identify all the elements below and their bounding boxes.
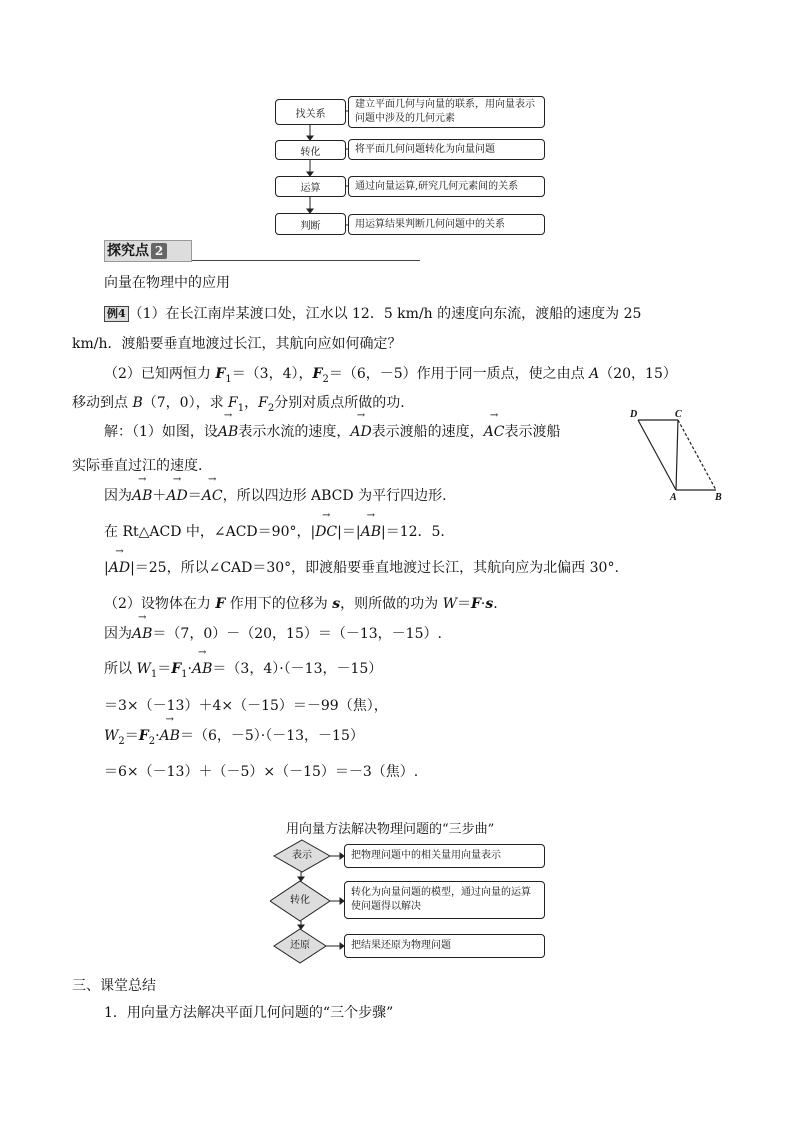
solution-line4: 在 Rt△ACD 中，∠ACD＝90°，|→ DC|＝|→ AB|＝12．5.	[104, 522, 445, 542]
example-tag: 例4	[104, 306, 129, 322]
label-B: B	[715, 492, 722, 503]
solution-line6: （2）设物体在力 F 作用下的位移为 s，则所做的功为 W＝F·s.	[104, 596, 498, 612]
section-underline	[192, 260, 420, 261]
diamond-label: 表示	[292, 850, 312, 861]
edge-CA	[676, 420, 678, 490]
solution-line8: 所以 $W_1=F_1\cdot\to AB=(3$，4）·（－13，－15）	[104, 659, 382, 685]
example-part2-line2: 移动到点 B（7，0），求 $F_1$，$F_2$分别对质点所做的功.	[72, 395, 405, 414]
solution-line11: ＝6×（－13）＋（－5）×（－15）＝－3（焦）.	[104, 764, 419, 780]
example-part1-line1	[104, 304, 641, 324]
solution-line5: |→ AD|＝25，所以∠CAD＝30°，即渡船要垂直地渡过长江，其航向应为北偏西 30°.	[104, 558, 619, 578]
example-part1-line2: km/h．渡船要垂直地渡过长江，其航向应如何确定？	[72, 336, 402, 352]
summary-heading: 三、课堂总结	[72, 978, 156, 994]
solution-line2: 实际垂直过江的速度.	[72, 458, 203, 474]
flow-step-judge: 判断	[275, 213, 346, 235]
flow-step-desc: 通过向量运算,研究几何元素间的关系	[348, 176, 545, 197]
solution-line7: 因为→ AB＝（7，0）－（20，15）＝（－13，－15）.	[104, 624, 442, 644]
solution-line1: 解：（1）如图，设→ AB表示水流的速度，→ AD表示渡船的速度，→ AC表示渡船	[104, 422, 561, 442]
flow-step-find-relation: 找关系	[275, 99, 346, 125]
step-desc-restore: 把结果还原为物理问题	[344, 934, 545, 958]
solution-line10: $W_2=F_2\cdot\to AB=(6$，－5）·（－13，－15）	[104, 726, 364, 752]
label-A: A	[670, 492, 677, 503]
diamond-label: 转化	[290, 895, 310, 906]
three-steps-title: 用向量方法解决物理问题的“三步曲”	[286, 822, 495, 837]
section-header	[104, 240, 420, 262]
flow-step-desc: 建立平面几何与向量的联系，用向量表示问题中涉及的几何元素	[348, 96, 545, 128]
step-desc-represent: 把物理问题中的相关量用向量表示	[344, 844, 545, 868]
flow-step-desc: 将平面几何问题转化为向量问题	[348, 139, 545, 160]
section-label: 探究点	[107, 243, 149, 259]
flow-step-transform: 转化	[275, 140, 346, 160]
label-D: D	[630, 409, 638, 420]
edge-DA	[638, 420, 676, 490]
flow-step-compute: 运算	[275, 176, 346, 197]
diamond-label: 还原	[290, 940, 310, 951]
summary-item-1: 1．用向量方法解决平面几何问题的“三个步骤”	[104, 1005, 394, 1021]
section-title: 向量在物理中的应用	[104, 275, 230, 291]
solution-line9: ＝3×（－13）＋4×（－15）＝－99（焦），	[104, 698, 388, 714]
label-C: C	[675, 409, 682, 420]
section-number: 2	[151, 243, 167, 259]
section-label-badge	[104, 240, 192, 262]
edge-CB	[678, 420, 716, 490]
solution-line3: 因为→ AB＋→ AD＝→ AC，所以四边形 ABCD 为平行四边形.	[104, 486, 447, 506]
step-desc-transform: 转化为向量问题的模型，通过向量的运算使问题得以解决	[344, 881, 545, 919]
parallelogram-figure	[626, 404, 726, 504]
example-part2-line1: （2）已知两恒力 $F_1=(3$，4），$F_2=(6$，－5）作用于同一质点，使之由点 A（20，15）	[104, 366, 677, 385]
example-text: （1）在长江南岸某渡口处，江水以 12．5 km/h 的速度向东流，渡船的速度为 25	[128, 306, 642, 322]
flow-step-desc: 用运算结果判断几何问题中的关系	[348, 214, 545, 235]
